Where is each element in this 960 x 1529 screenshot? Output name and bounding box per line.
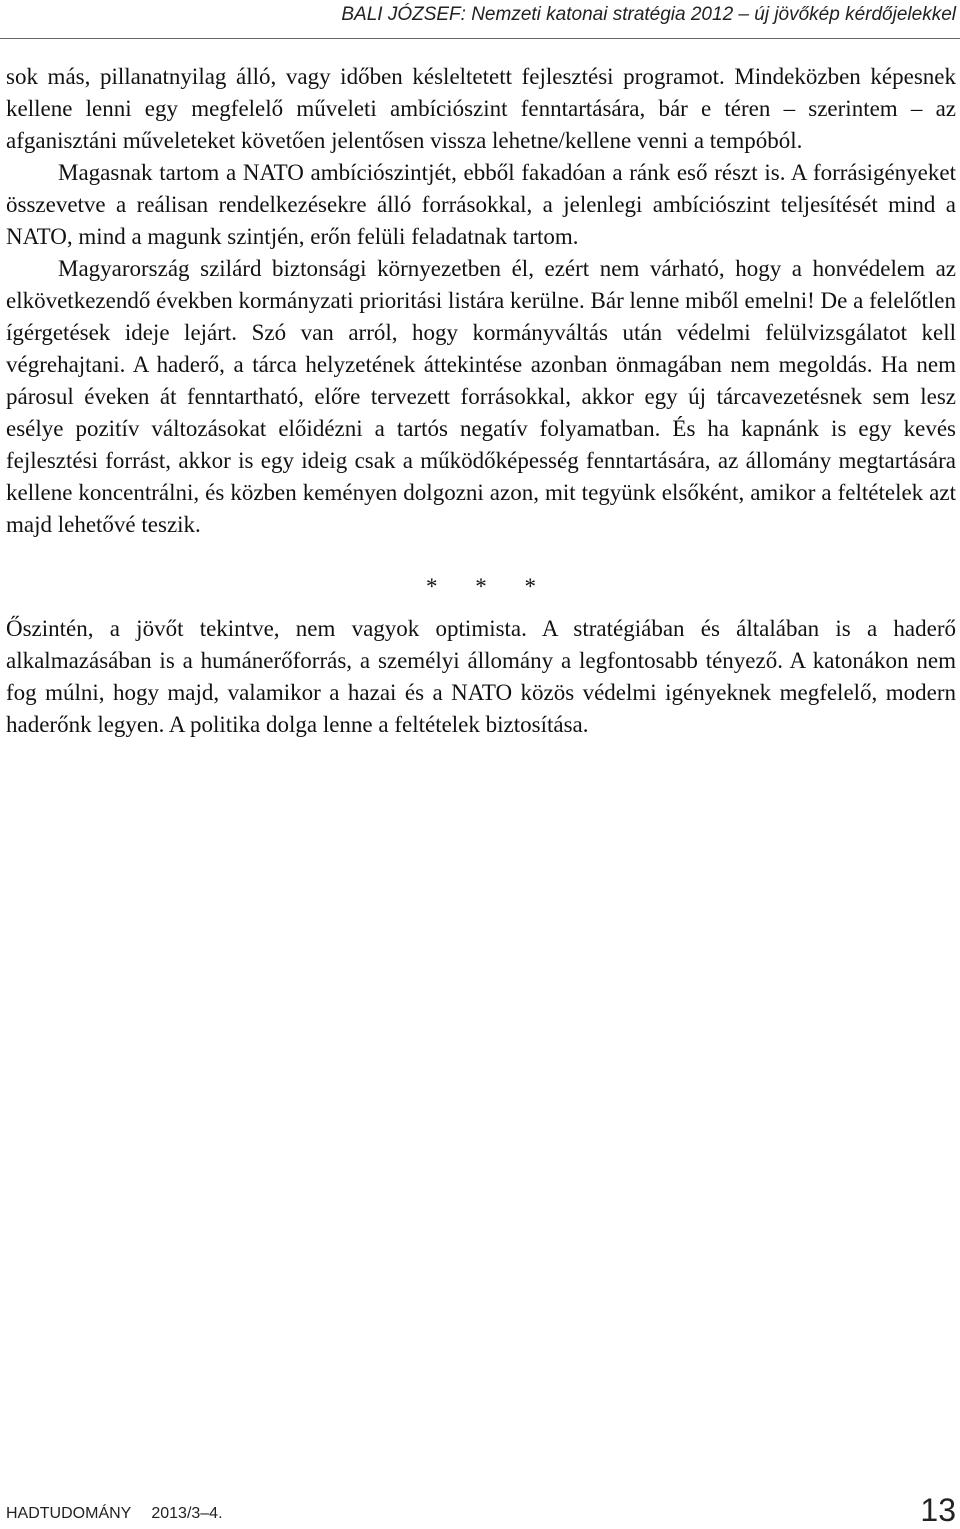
footer-journal-info: [6, 1505, 223, 1523]
footer-issue: 2013/3–4.: [151, 1505, 223, 1522]
header-rule: [0, 38, 960, 39]
article-body: [6, 61, 956, 741]
page-number: 13: [920, 1492, 956, 1528]
footer-journal-name: HADTUDOMÁNY: [6, 1505, 132, 1522]
section-separator: * * *: [426, 574, 552, 599]
paragraph-2: Magasnak tartom a NATO ambíciószintjét, ebből fakadóan a ránk eső részt is. A forrásigényeket összevetve a reálisan rendelkezésekre álló forrásokkal, a jelenlegi ambíciószint teljesítését mind a NATO, mind a magunk szintjén, erőn felüli feladatnak tartom.: [6, 160, 956, 249]
paragraph-1: sok más, pillanatnyilag álló, vagy időben késleltetett fejlesztési programot. Mindeközben képesnek kellene lenni egy megfelelő műveleti ambíciószint fenntartására, bár e téren – szerintem – az afganisztáni műveleteket követően jelentősen vissza lehetne/kellene venni a tempóból.: [6, 64, 956, 153]
paragraph-3: Magyarország szilárd biztonsági környezetben él, ezért nem várható, hogy a honvédelem az elkövetkezendő években kormányzati prioritási listára kerülne. Bár lenne miből emelni! De a felelőtlen ígérgetések ideje lejárt. Szó van arról, hogy kormányváltás után védelmi felülvizsgálatot kell végrehajtani. A haderő, a tárca helyzetének áttekintése azonban önmagában nem megoldás. Ha nem párosul éveken át fenntartható, előre tervezett forrásokkal, akkor egy új tárcavezetésnek sem lesz esélye pozitív változásokat előidézni a tartós negatív folyamatban. És ha kapnánk is egy kevés fejlesztési forrást, akkor is egy ideig csak a működőképesség fenntartására, az állomány megtartására kellene koncentrálni, és közben keményen dolgozni azon, mit tegyünk elsőként, amikor a feltételek azt majd lehetővé teszik.: [6, 256, 956, 537]
closing-paragraph: Őszintén, a jövőt tekintve, nem vagyok optimista. A stratégiában és általában is a haderő alkalmazásában is a humánerőforrás, a személyi állomány a legfontosabb tényező. A katonákon nem fog múlni, hogy majd, valamikor a hazai és a NATO közös védelmi igényeknek megfelelő, modern haderőnk legyen. A politika dolga lenne a feltételek biztosítása.: [6, 616, 956, 737]
running-header: BALI JÓZSEF: Nemzeti katonai stratégia 2012 – új jövőkép kérdőjelekkel: [341, 4, 956, 25]
